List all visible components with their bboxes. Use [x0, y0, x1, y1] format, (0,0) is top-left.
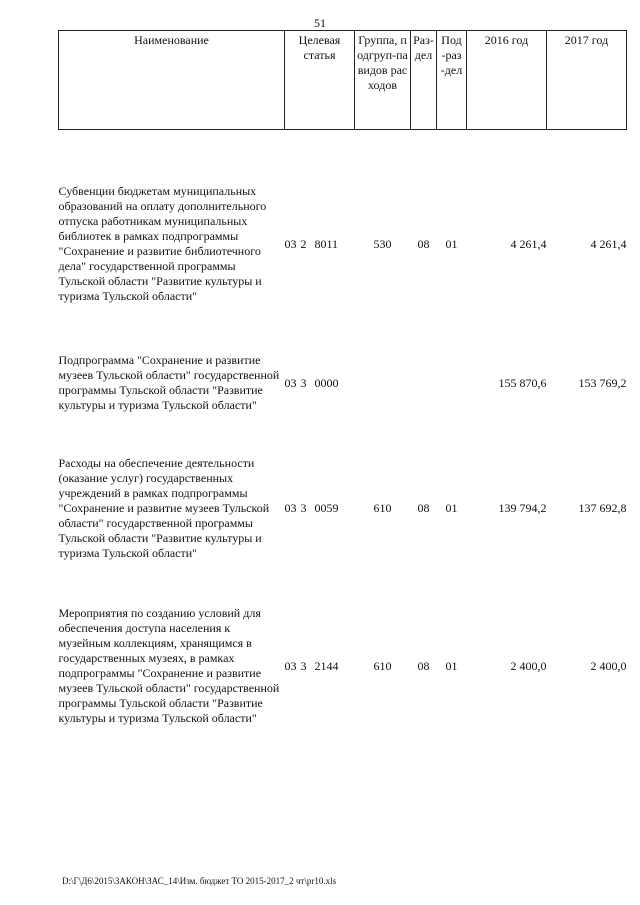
row-2016: 155 870,6 — [498, 375, 547, 390]
row-subsection: 01 — [445, 500, 458, 515]
col-header-subsection: Под-раз-дел — [437, 31, 467, 130]
col-header-group: Группа, подгруп-па видов расходов — [355, 31, 411, 130]
table-row — [59, 340, 627, 426]
row-target: 03 3 0059 — [284, 500, 339, 515]
col-header-name: Наименование — [59, 31, 285, 130]
col-header-2017: 2017 год — [547, 31, 627, 130]
row-2017: 2 400,0 — [590, 658, 627, 673]
row-target: 03 3 2144 — [284, 658, 339, 673]
row-name: Мероприятия по созданию условий для обеспечения доступа населения к музейным коллекциям, хранящимся в государственных музеях, в рамках подпрограммы "Сохранение и развитие музеев Тульской области" государственной программы Тульской области "Развитие культуры и туризма Тульской области" — [58, 606, 280, 725]
row-subsection: 01 — [445, 658, 458, 673]
page-number: 51 — [314, 16, 326, 30]
file-path-footer: D:\Г\Д6\2015\ЗАКОН\ЗАС_14\Изм. бюджет ТО 2015-2017_2 чт\pr10.xls — [62, 876, 337, 886]
row-2017: 153 769,2 — [578, 375, 627, 390]
row-2016: 4 261,4 — [510, 236, 547, 251]
row-2017: 4 261,4 — [590, 236, 627, 251]
row-group — [355, 340, 411, 426]
table-row — [59, 444, 627, 572]
row-name: Подпрограмма "Сохранение и развитие музеев Тульской области" государственной программы Тульской области "Развитие культуры и туризма Тульской области" — [58, 353, 280, 412]
row-target: 03 2 8011 — [284, 236, 339, 251]
col-header-2016: 2016 год — [467, 31, 547, 130]
row-group: 610 — [373, 500, 392, 515]
row-target: 03 3 0000 — [284, 375, 339, 390]
row-2016: 2 400,0 — [510, 658, 547, 673]
row-group: 530 — [373, 236, 392, 251]
row-section: 08 — [417, 236, 430, 251]
header-row — [59, 31, 627, 130]
row-subsection: 01 — [445, 236, 458, 251]
row-section: 08 — [417, 658, 430, 673]
col-header-target: Целевая статья — [285, 31, 355, 130]
row-group: 610 — [373, 658, 392, 673]
row-name: Расходы на обеспечение деятельности (оказание услуг) государственных учреждений в рамках подпрограммы "Сохранение и развитие музеев Тульской области" государственной программы Тульской области "Развитие культуры и туризма Тульской области" — [58, 455, 270, 560]
row-section: 08 — [417, 500, 430, 515]
col-header-section: Раз-дел — [411, 31, 437, 130]
row-section — [411, 340, 437, 426]
row-2017: 137 692,8 — [578, 500, 627, 515]
table-row — [59, 170, 627, 318]
table-row — [59, 592, 627, 740]
row-name: Субвенции бюджетам муниципальных образований на оплату дополнительного отпуска работникам муниципальных библиотек в рамках подпрограммы "Сохранение и развитие библиотечного дела" государственной программы Тульской области "Развитие культуры и туризма Тульской области" — [58, 184, 267, 303]
row-subsection — [437, 340, 467, 426]
budget-table — [58, 30, 627, 740]
row-2016: 139 794,2 — [498, 500, 547, 515]
